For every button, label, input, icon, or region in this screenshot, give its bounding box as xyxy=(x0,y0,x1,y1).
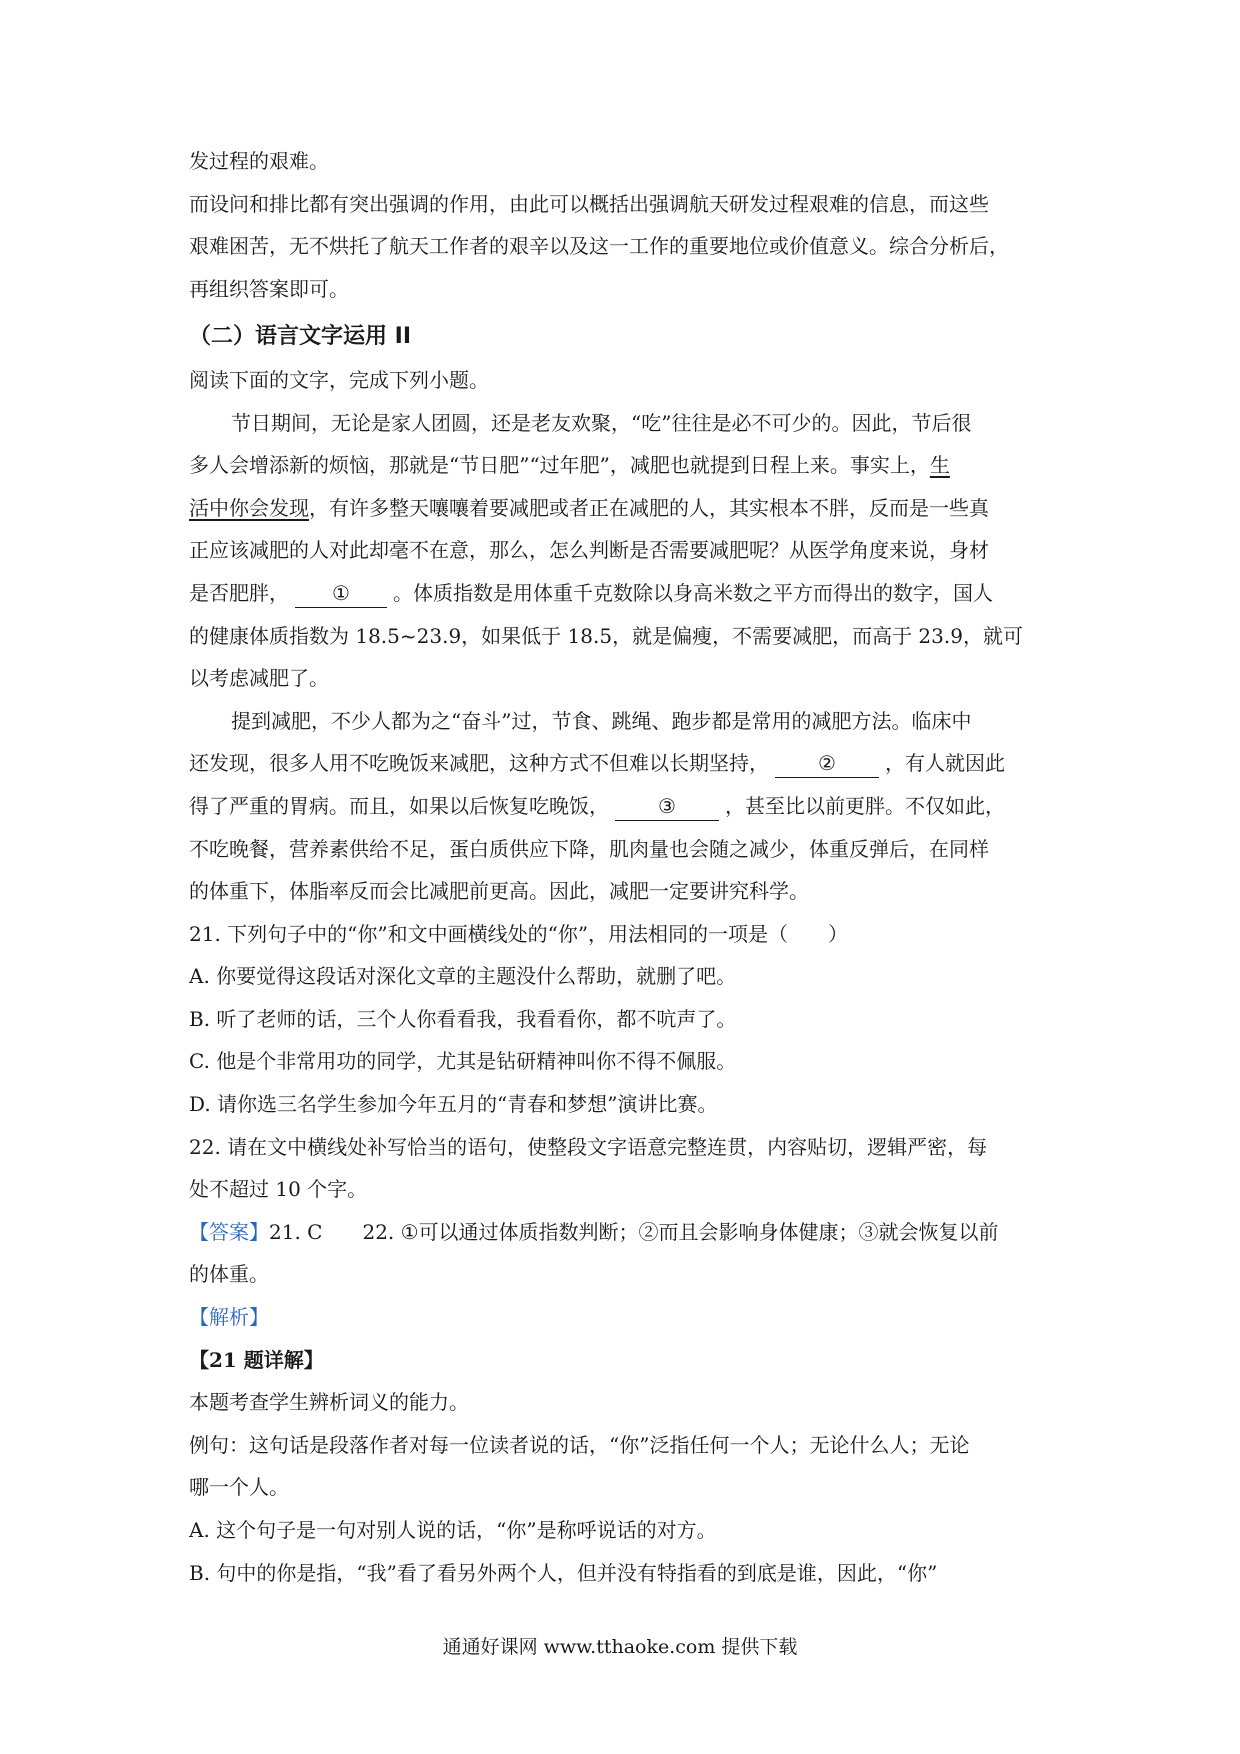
passage-text: 得了严重的胃病。而且，如果以后恢复吃晚饭， xyxy=(189,793,609,818)
intro-line: 而设问和排比都有突出强调的作用，由此可以概括出强调航天研发过程艰难的信息，而这些 xyxy=(189,191,989,216)
analysis-sub-heading: 【21 题详解】 xyxy=(189,1347,324,1372)
passage-line xyxy=(189,785,1059,828)
underlined-phrase: 活中你会发现 xyxy=(189,495,309,520)
page-content xyxy=(189,140,1059,1594)
question-22-stem: 处不超过 10 个字。 xyxy=(189,1177,368,1202)
fill-blank-3: ③ xyxy=(615,792,719,821)
section-heading: （二）语言文字运用 II xyxy=(189,324,412,350)
passage-line: 的体重下，体脂率反而会比减肥前更高。因此，减肥一定要讲究科学。 xyxy=(189,879,809,904)
passage-text: 。体质指数是用体重千克数除以身高米数之平方而得出的数字，国人 xyxy=(393,580,993,605)
passage-line xyxy=(189,444,1059,487)
analysis-line: A. 这个句子是一句对别人说的话，“你”是称呼说话的对方。 xyxy=(189,1518,717,1542)
question-21-option-b: B. 听了老师的话，三个人你看看我，我看看你，都不吭声了。 xyxy=(189,1006,737,1031)
passage-text: 多人会增添新的烦恼，那就是“节日肥”“过年肥”，减肥也就提到日程上来。事实上， xyxy=(189,453,930,478)
passage-text: ，甚至比以前更胖。不仅如此， xyxy=(725,793,1005,818)
intro-line: 艰难困苦，无不烘托了航天工作者的艰辛以及这一工作的重要地位或价值意义。综合分析后， xyxy=(189,234,1009,259)
passage-line: 节日期间，无论是家人团圆，还是老友欢聚，“吃”往往是必不可少的。因此，节后很 xyxy=(231,410,972,435)
analysis-line: 本题考查学生辨析词义的能力。 xyxy=(189,1390,469,1415)
passage-text: 还发现，很多人用不吃晚饭来减肥，这种方式不但难以长期坚持， xyxy=(189,751,769,776)
analysis-tag: 【解析】 xyxy=(189,1305,269,1330)
passage-text: 是否肥胖， xyxy=(189,580,289,605)
passage-line: 正应该减肥的人对此却毫不在意，那么，怎么判断是否需要减肥呢？从医学角度来说，身材 xyxy=(189,538,989,563)
question-21-option-d: D. 请你选三名学生参加今年五月的“青春和梦想”演讲比赛。 xyxy=(189,1092,718,1117)
passage-line: 以考虑减肥了。 xyxy=(189,666,329,691)
analysis-line: 哪一个人。 xyxy=(189,1475,289,1500)
page-footer: 通通好课网 www.tthaoke.com 提供下载 xyxy=(442,1636,798,1658)
intro-line: 再组织答案即可。 xyxy=(189,276,349,301)
answer-22: 22. ①可以通过体质指数判断；②而且会影响身体健康；③就会恢复以前 xyxy=(362,1219,999,1244)
intro-line: 发过程的艰难。 xyxy=(189,149,329,173)
answer-line xyxy=(189,1211,1059,1254)
passage-line xyxy=(189,487,1059,530)
question-21-option-c: C. 他是个非常用功的同学，尤其是钻研精神叫你不得不佩服。 xyxy=(189,1049,737,1074)
passage-text: ，有许多整天嚷嚷着要减肥或者正在减肥的人，其实根本不胖，反而是一些真 xyxy=(309,495,989,520)
question-21-stem: 21. 下列句子中的“你”和文中画横线处的“你”，用法相同的一项是（ ） xyxy=(189,921,849,946)
answer-line: 的体重。 xyxy=(189,1262,269,1287)
question-21-option-a: A. 你要觉得这段话对深化文章的主题没什么帮助，就删了吧。 xyxy=(189,964,737,989)
passage-line: 提到减肥，不少人都为之“奋斗”过，节食、跳绳、跑步都是常用的减肥方法。临床中 xyxy=(231,708,972,733)
passage-text: ，有人就因此 xyxy=(885,751,1005,776)
fill-blank-1: ① xyxy=(295,579,387,608)
fill-blank-2: ② xyxy=(775,749,879,778)
section-instruction: 阅读下面的文字，完成下列小题。 xyxy=(189,367,489,392)
question-22-stem: 22. 请在文中横线处补写恰当的语句，使整段文字语意完整连贯，内容贴切，逻辑严密，每 xyxy=(189,1134,988,1159)
passage-line: 不吃晚餐，营养素供给不足，蛋白质供应下降，肌肉量也会随之减少，体重反弹后，在同样 xyxy=(189,836,989,861)
underlined-phrase: 生 xyxy=(929,453,950,478)
analysis-line: 例句：这句话是段落作者对每一位读者说的话，“你”泛指任何一个人；无论什么人；无论 xyxy=(189,1432,970,1457)
passage-line xyxy=(189,572,1059,615)
answer-tag: 【答案】 xyxy=(189,1219,269,1244)
answer-21: 21. C xyxy=(269,1219,323,1244)
passage-line xyxy=(189,742,1059,785)
passage-line: 的健康体质指数为 18.5~23.9，如果低于 18.5，就是偏瘦，不需要减肥，而高于 23.9，就可 xyxy=(189,623,1023,648)
analysis-line: B. 句中的你是指，“我”看了看另外两个人，但并没有特指看的到底是谁，因此，“你” xyxy=(189,1560,938,1585)
